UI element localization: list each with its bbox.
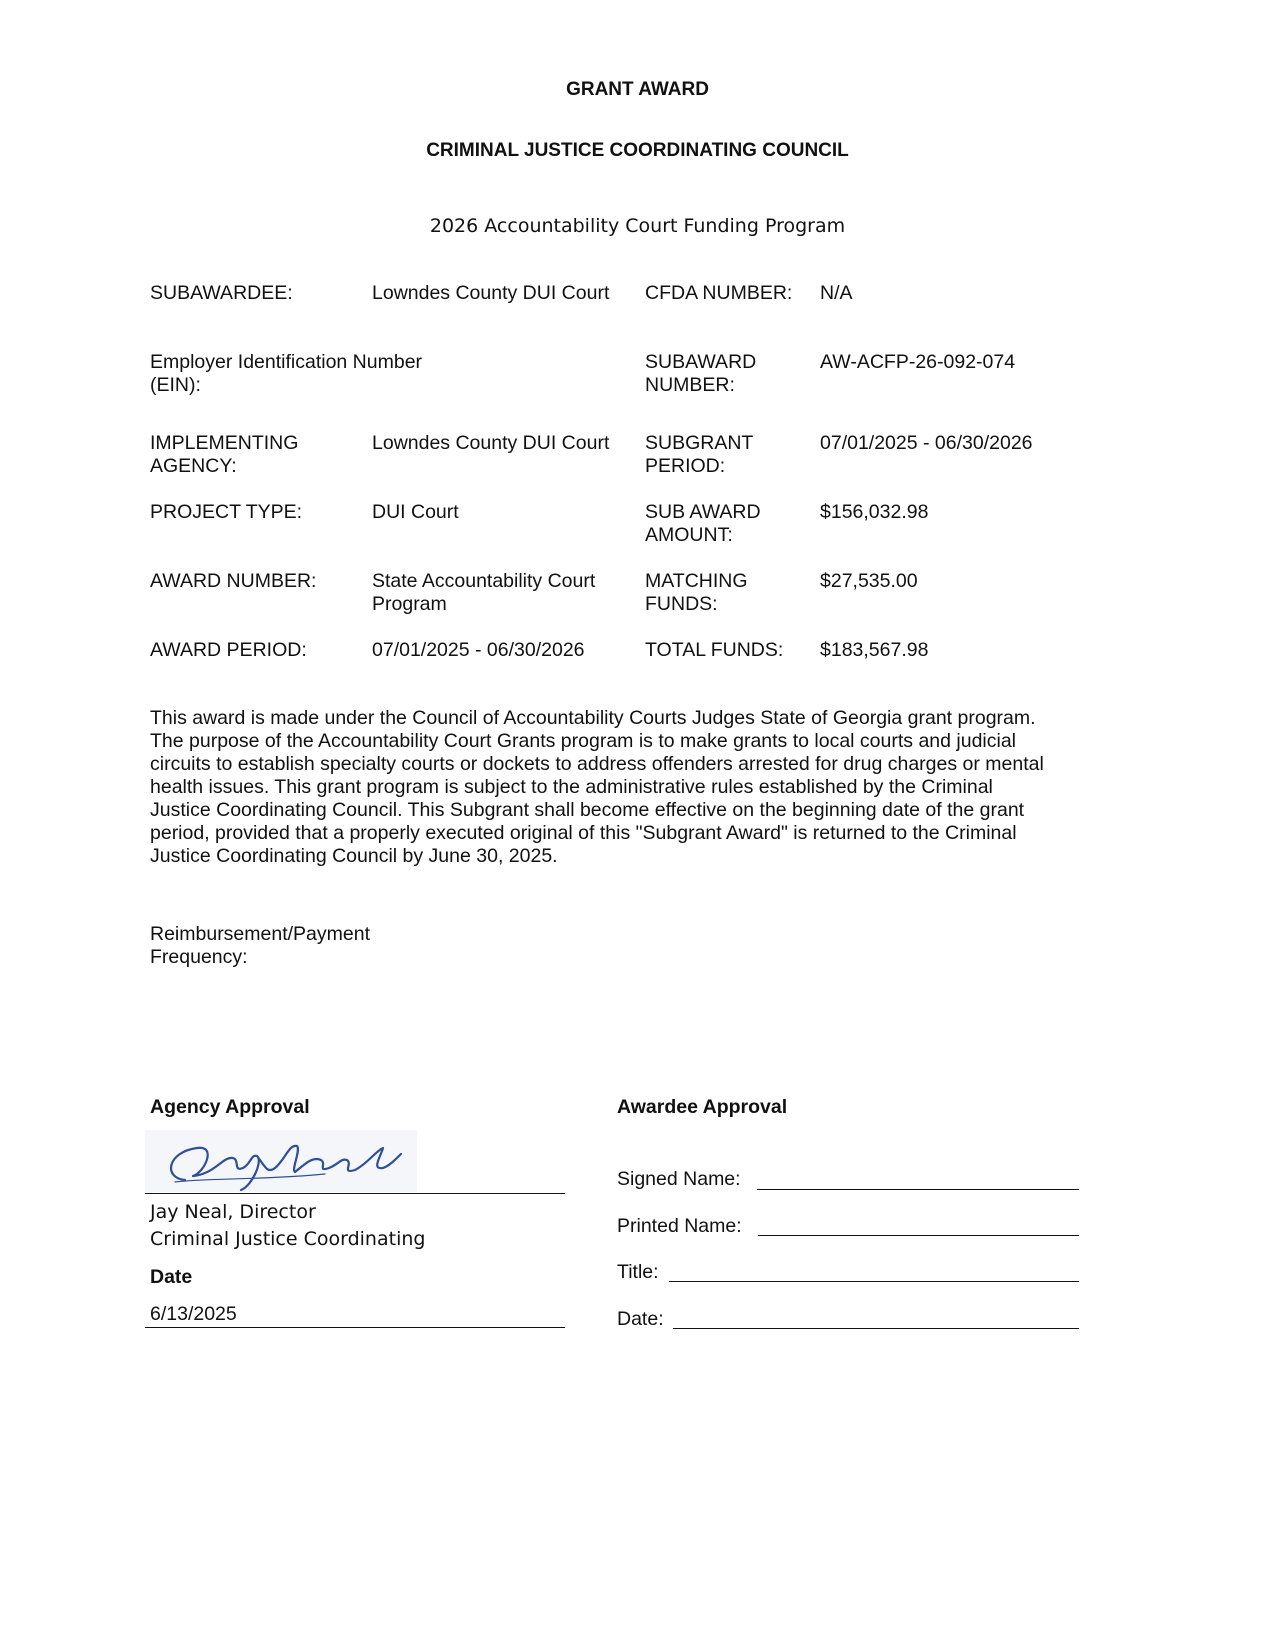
- award-number-value: [372, 570, 595, 616]
- subaward-number-value: AW-ACFP-26-092-074: [820, 351, 1016, 373]
- document-title: GRANT AWARD: [566, 79, 709, 100]
- signature-graphic: [145, 1130, 417, 1192]
- award-number-value-line-2: Program: [372, 593, 447, 615]
- printed-name-field[interactable]: [758, 1235, 1079, 1236]
- paragraph-line: This award is made under the Council of Accountability Courts Judges State of Georgia grant program.: [150, 707, 1036, 729]
- sub-award-amount-value: $156,032.98: [820, 501, 929, 523]
- award-period-value: 07/01/2025 - 06/30/2026: [372, 639, 585, 661]
- award-period-label: AWARD PERIOD:: [150, 639, 307, 661]
- cfda-value: N/A: [820, 282, 853, 304]
- paragraph-line: health issues. This grant program is subject to the administrative rules established by the Criminal: [150, 776, 993, 798]
- signer-name: Jay Neal, Director: [150, 1201, 316, 1223]
- sub-award-amount-label-line-2: AMOUNT:: [645, 524, 733, 546]
- implementing-agency-value: Lowndes County DUI Court: [372, 432, 610, 454]
- project-type-label: PROJECT TYPE:: [150, 501, 303, 523]
- subaward-number-label: [645, 351, 756, 397]
- awardee-approval-heading: Awardee Approval: [617, 1096, 788, 1118]
- award-number-value-line-1: State Accountability Court: [372, 570, 596, 592]
- reimbursement-frequency-label: [150, 923, 370, 969]
- paragraph-line: period, provided that a properly executed original of this "Subgrant Award" is returned to the Criminal: [150, 822, 1017, 844]
- paragraph-line: circuits to establish specialty courts or dockets to address offenders arrested for drug charges or mental: [150, 753, 1044, 775]
- project-type-value: DUI Court: [372, 501, 459, 523]
- subgrant-period-label: [645, 432, 753, 478]
- subaward-number-label-line-1: SUBAWARD: [645, 351, 757, 373]
- paragraph-line: Justice Coordinating Council by June 30, 2025.: [150, 845, 558, 867]
- ein-label-line-1: Employer Identification Number: [150, 351, 423, 373]
- paragraph-line: The purpose of the Accountability Court Grants program is to make grants to local courts and judicial: [150, 730, 1017, 752]
- program-name: 2026 Accountability Court Funding Program: [429, 215, 846, 237]
- sub-award-amount-label: [645, 501, 761, 547]
- title-label: Title:: [617, 1261, 659, 1283]
- subaward-number-label-line-2: NUMBER:: [645, 374, 735, 396]
- agency-date-heading: Date: [150, 1266, 193, 1288]
- matching-funds-label-line-1: MATCHING: [645, 570, 748, 592]
- paragraph-line: Justice Coordinating Council. This Subgrant shall become effective on the beginning date of the grant: [150, 799, 1025, 821]
- awardee-date-label: Date:: [617, 1308, 664, 1330]
- reimbursement-label-line-1: Reimbursement/Payment: [150, 923, 371, 945]
- matching-funds-label: [645, 570, 748, 616]
- signer-block: [150, 1199, 425, 1253]
- subgrant-period-value: 07/01/2025 - 06/30/2026: [820, 432, 1033, 454]
- agency-name: CRIMINAL JUSTICE COORDINATING COUNCIL: [426, 140, 849, 161]
- matching-funds-value: $27,535.00: [820, 570, 918, 592]
- implementing-agency-label-line-2: AGENCY:: [150, 455, 237, 477]
- subgrant-period-label-line-1: SUBGRANT: [645, 432, 754, 454]
- agency-approval-heading: Agency Approval: [150, 1096, 310, 1118]
- sub-award-amount-label-line-1: SUB AWARD: [645, 501, 761, 523]
- total-funds-label: TOTAL FUNDS:: [645, 639, 784, 661]
- awardee-date-field[interactable]: [673, 1328, 1079, 1329]
- ein-label-line-2: (EIN):: [150, 374, 201, 396]
- agency-date-line: [145, 1327, 565, 1328]
- implementing-agency-label: [150, 432, 298, 478]
- printed-name-label: Printed Name:: [617, 1215, 742, 1237]
- cfda-label: CFDA NUMBER:: [645, 282, 793, 304]
- signed-name-label: Signed Name:: [617, 1168, 741, 1190]
- matching-funds-label-line-2: FUNDS:: [645, 593, 718, 615]
- signer-organization: Criminal Justice Coordinating: [150, 1228, 426, 1250]
- award-number-label: AWARD NUMBER:: [150, 570, 317, 592]
- subawardee-value: Lowndes County DUI Court: [372, 282, 610, 304]
- subgrant-period-label-line-2: PERIOD:: [645, 455, 726, 477]
- reimbursement-label-line-2: Frequency:: [150, 946, 248, 968]
- signature-image: [145, 1130, 417, 1192]
- ein-label: [150, 351, 422, 397]
- award-terms-paragraph: [150, 707, 1110, 868]
- agency-date-value: 6/13/2025: [150, 1303, 237, 1325]
- agency-signature-line: [145, 1193, 565, 1194]
- title-field[interactable]: [669, 1281, 1079, 1282]
- implementing-agency-label-line-1: IMPLEMENTING: [150, 432, 299, 454]
- subawardee-label: SUBAWARDEE:: [150, 282, 293, 304]
- total-funds-value: $183,567.98: [820, 639, 929, 661]
- signed-name-field[interactable]: [757, 1189, 1079, 1190]
